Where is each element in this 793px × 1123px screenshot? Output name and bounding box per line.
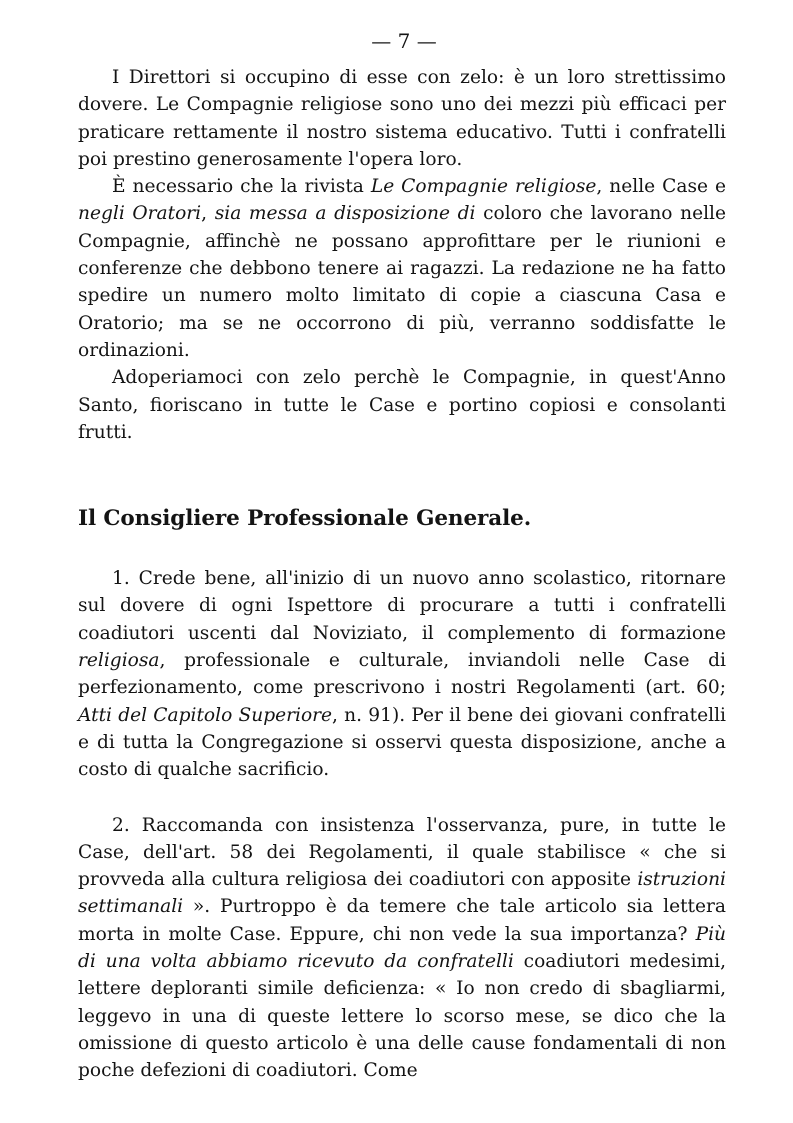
text-run: È necessario che la rivista — [112, 176, 371, 198]
text-run: , n. 91). Per il bene dei giovani confratelli e di tutta la Congregazione si osservi questa disposizione, anche a costo di qualche sacrificio. — [78, 704, 726, 781]
italic-run: istruzioni settimanali — [78, 869, 726, 918]
italic-run: Più di una volta abbiamo ricevuto da confratelli — [78, 923, 726, 973]
text-run: , professionale e culturale, inviandoli nelle Case di perfezionamento, come prescrivono i nostri Regolamenti (art. 60; — [78, 650, 726, 699]
italic-run: religiosa — [78, 650, 160, 672]
text-run: ». Purtroppo è da temere che tale articolo sia lettera morta in molte Case. Eppure, chi non vede la sua importanza? — [78, 896, 726, 945]
document-page — [78, 26, 726, 1085]
italic-run: negli Oratori — [78, 203, 202, 225]
paragraph-item-1 — [78, 565, 726, 783]
italic-run: sia messa a disposizione di — [214, 203, 476, 225]
text-run: coadiutori medesimi, lettere deploranti simile deficienza: « Io non credo di sbagliarmi, leggevo in una di queste lettere lo scorso mese, se dico che la omissione di questo articolo è una delle cause fondamentali di non poche defezioni di coadiutori. Come — [78, 951, 726, 1082]
paragraph-directors: I Direttori si occupino di esse con zelo: è un loro strettissimo dovere. Le Compagnie religiose sono uno dei mezzi più efficaci per praticare rettamente il nostro sistema educativo. Tutti i confratelli poi prestino generosamente l'opera loro. — [78, 67, 726, 170]
paragraph-magazine — [78, 173, 726, 364]
text-run: 2. Raccomanda con insistenza l'osservanza, pure, in tutte le Case, dell'art. 58 dei Regolamenti, il quale stabilisce « che si provveda alla cultura religiosa dei coadiutori con apposite — [78, 814, 726, 891]
italic-run: Atti del Capitolo Superiore — [78, 704, 333, 726]
text-run: coloro che lavorano nelle Compagnie, affinchè ne possano approfittare per le riunioni e conferenze che debbono tenere ai ragazzi. La redazione ne ha fatto spedire un numero molto limitato di copie a ciascuna Casa e Oratorio; ma se ne occorrono di più, verranno soddisfatte le ordinazioni. — [78, 203, 726, 361]
section-title: Il Consigliere Professionale Generale. — [78, 506, 532, 532]
text-run: , — [201, 203, 215, 225]
text-run: 1. Crede bene, all'inizio di un nuovo anno scolastico, ritornare sul dovere di ogni Ispettore di procurare a tutti i confratelli coadiutori uscenti dal Noviziato, il complemento di formazione — [78, 568, 726, 644]
page-number: — 7 — — [371, 29, 437, 53]
paragraph-item-2 — [78, 812, 726, 1085]
text-run: , nelle Case e — [596, 176, 726, 198]
magazine-title: Le Compagnie religiose — [370, 176, 597, 198]
paragraph-holy-year: Adoperiamoci con zelo perchè le Compagnie, in quest'Anno Santo, fioriscano in tutte le Case e portino copiosi e consolanti frutti. — [78, 367, 726, 443]
